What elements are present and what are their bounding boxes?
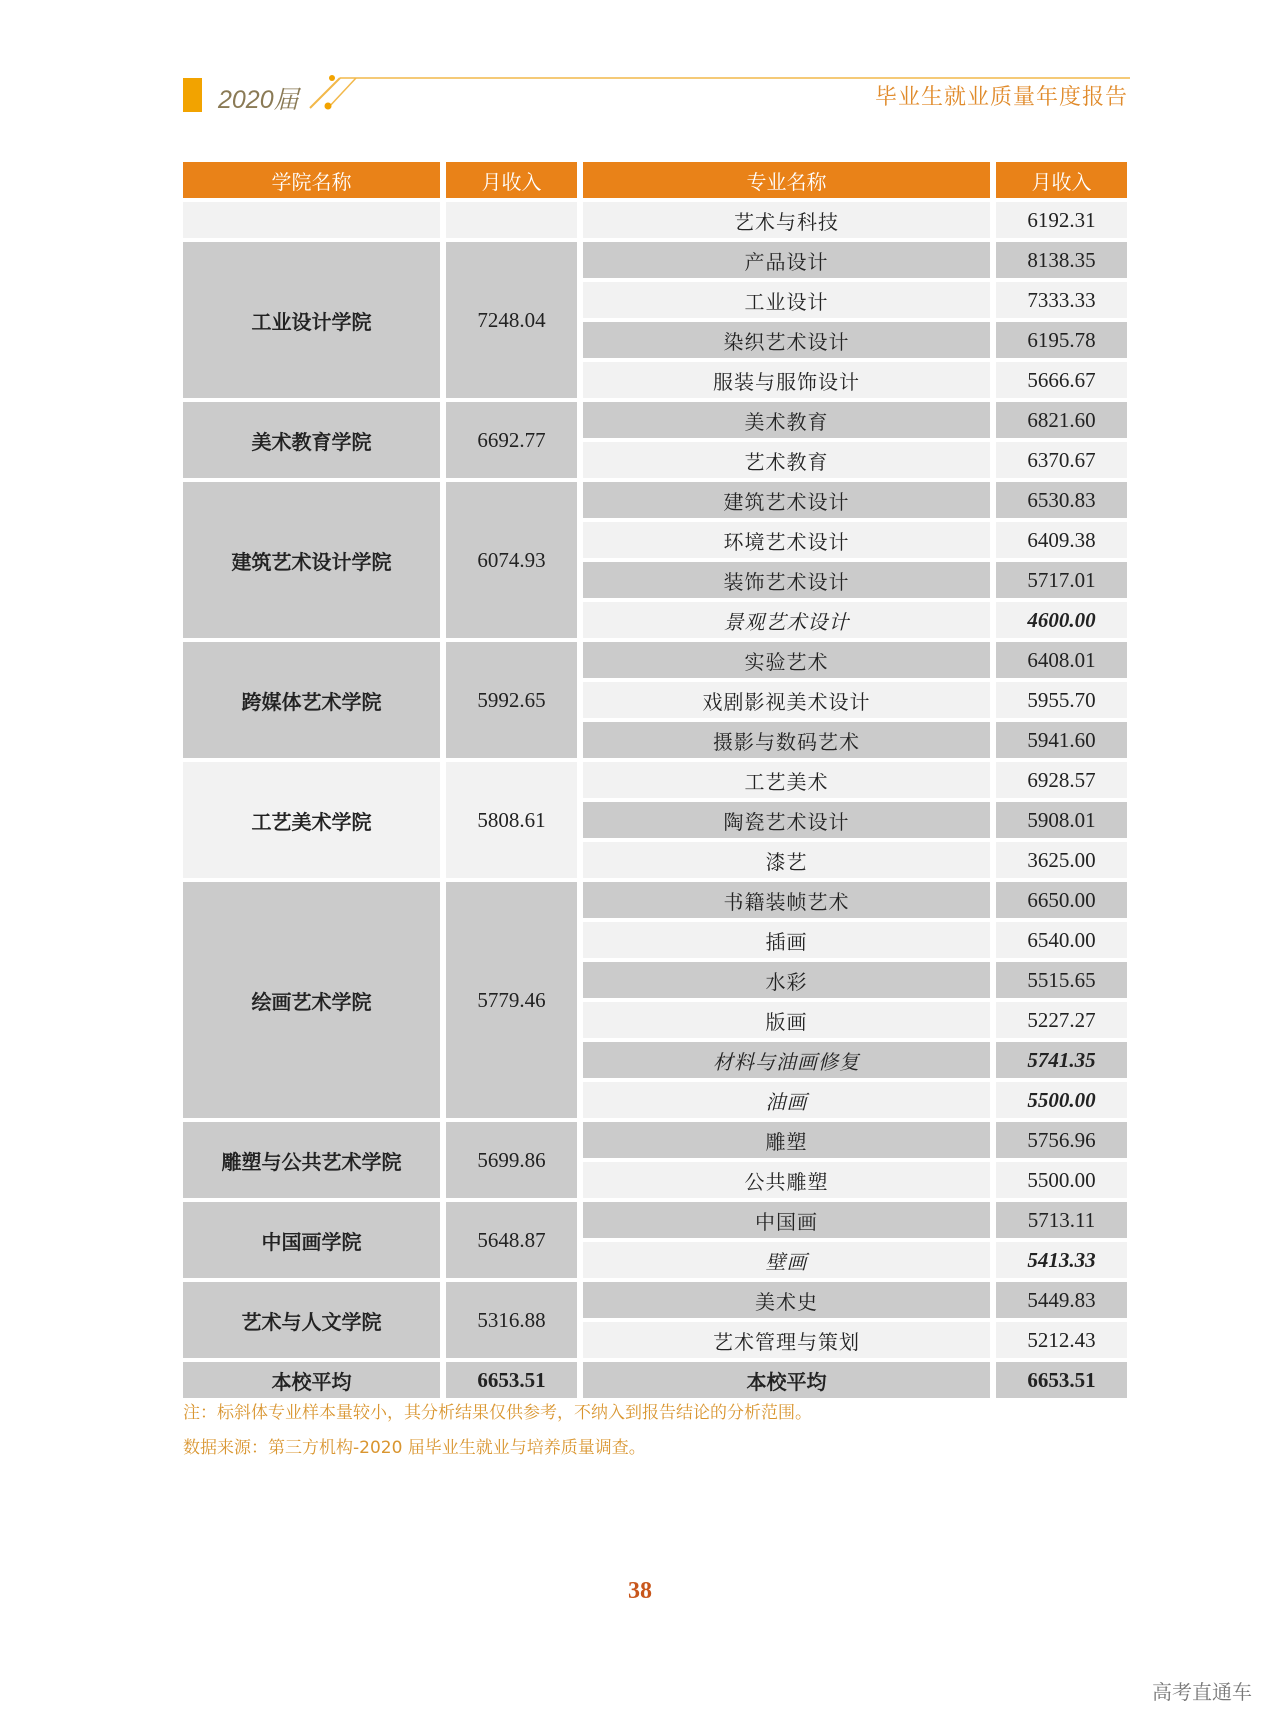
page-number: 38 (628, 1578, 652, 1604)
major-name: 书籍装帧艺术 (583, 882, 990, 918)
college-name: 建筑艺术设计学院 (183, 482, 440, 638)
table-header-2: 月收入 (446, 162, 577, 198)
college-income (446, 202, 577, 238)
college-income: 7248.04 (446, 242, 577, 398)
major-income: 3625.00 (996, 842, 1127, 878)
college-income: 6074.93 (446, 482, 577, 638)
major-name: 戏剧影视美术设计 (583, 682, 990, 718)
college-income: 5648.87 (446, 1202, 577, 1278)
major-name: 美术史 (583, 1282, 990, 1318)
major-income: 5413.33 (996, 1242, 1127, 1278)
major-income: 5908.01 (996, 802, 1127, 838)
college-name: 中国画学院 (183, 1202, 440, 1278)
major-income: 5955.70 (996, 682, 1127, 718)
major-name: 艺术与科技 (583, 202, 990, 238)
major-name: 漆艺 (583, 842, 990, 878)
major-name: 美术教育 (583, 402, 990, 438)
college-name (183, 202, 440, 238)
major-income: 6192.31 (996, 202, 1127, 238)
major-income: 4600.00 (996, 602, 1127, 638)
table-header-3: 专业名称 (583, 162, 990, 198)
major-name: 建筑艺术设计 (583, 482, 990, 518)
major-income: 5941.60 (996, 722, 1127, 758)
major-name: 服装与服饰设计 (583, 362, 990, 398)
major-income: 5515.65 (996, 962, 1127, 998)
major-name: 插画 (583, 922, 990, 958)
watermark: 高考直通车 (1152, 1680, 1252, 1704)
major-income: 5666.67 (996, 362, 1127, 398)
major-income: 5227.27 (996, 1002, 1127, 1038)
average-label-major: 本校平均 (583, 1362, 990, 1398)
major-income: 6370.67 (996, 442, 1127, 478)
major-income: 5713.11 (996, 1202, 1127, 1238)
major-income: 6195.78 (996, 322, 1127, 358)
average-major-income: 6653.51 (996, 1362, 1127, 1398)
college-name: 艺术与人文学院 (183, 1282, 440, 1358)
major-name: 艺术管理与策划 (583, 1322, 990, 1358)
major-income: 6650.00 (996, 882, 1127, 918)
header-accent-bar (183, 78, 202, 112)
major-name: 产品设计 (583, 242, 990, 278)
major-income: 6540.00 (996, 922, 1127, 958)
major-name: 陶瓷艺术设计 (583, 802, 990, 838)
major-name: 染织艺术设计 (583, 322, 990, 358)
major-name: 水彩 (583, 962, 990, 998)
college-income: 5316.88 (446, 1282, 577, 1358)
income-table (183, 162, 1127, 1398)
major-name: 实验艺术 (583, 642, 990, 678)
college-name: 绘画艺术学院 (183, 882, 440, 1118)
major-income: 8138.35 (996, 242, 1127, 278)
major-income: 5500.00 (996, 1162, 1127, 1198)
average-label: 本校平均 (183, 1362, 440, 1398)
major-name: 工业设计 (583, 282, 990, 318)
major-name: 油画 (583, 1082, 990, 1118)
college-name: 工业设计学院 (183, 242, 440, 398)
major-name: 公共雕塑 (583, 1162, 990, 1198)
college-name: 美术教育学院 (183, 402, 440, 478)
table-note: 注：标斜体专业样本量较小，其分析结果仅供参考，不纳入到报告结论的分析范围。 (183, 1403, 812, 1423)
college-income: 5699.86 (446, 1122, 577, 1198)
major-income: 7333.33 (996, 282, 1127, 318)
major-name: 摄影与数码艺术 (583, 722, 990, 758)
major-income: 5449.83 (996, 1282, 1127, 1318)
major-income: 5212.43 (996, 1322, 1127, 1358)
table-header-1: 学院名称 (183, 162, 440, 198)
major-name: 版画 (583, 1002, 990, 1038)
major-income: 5756.96 (996, 1122, 1127, 1158)
major-income: 6530.83 (996, 482, 1127, 518)
table-header-4: 月收入 (996, 162, 1127, 198)
header-report-title: 毕业生就业质量年度报告 (874, 85, 1128, 110)
major-name: 雕塑 (583, 1122, 990, 1158)
major-income: 5717.01 (996, 562, 1127, 598)
major-income: 5741.35 (996, 1042, 1127, 1078)
major-income: 6821.60 (996, 402, 1127, 438)
major-income: 6408.01 (996, 642, 1127, 678)
major-name: 材料与油画修复 (583, 1042, 990, 1078)
major-name: 中国画 (583, 1202, 990, 1238)
major-name: 景观艺术设计 (583, 602, 990, 638)
college-income: 5808.61 (446, 762, 577, 878)
major-name: 环境艺术设计 (583, 522, 990, 558)
college-income: 5992.65 (446, 642, 577, 758)
major-name: 装饰艺术设计 (583, 562, 990, 598)
major-income: 5500.00 (996, 1082, 1127, 1118)
header-year-label: 2020届 (218, 86, 299, 114)
college-name: 工艺美术学院 (183, 762, 440, 878)
major-income: 6409.38 (996, 522, 1127, 558)
college-income: 5779.46 (446, 882, 577, 1118)
college-name: 跨媒体艺术学院 (183, 642, 440, 758)
average-college-income: 6653.51 (446, 1362, 577, 1398)
major-name: 壁画 (583, 1242, 990, 1278)
data-source-note: 数据来源：第三方机构-2020 届毕业生就业与培养质量调查。 (183, 1438, 646, 1458)
college-income: 6692.77 (446, 402, 577, 478)
major-name: 工艺美术 (583, 762, 990, 798)
major-name: 艺术教育 (583, 442, 990, 478)
major-income: 6928.57 (996, 762, 1127, 798)
college-name: 雕塑与公共艺术学院 (183, 1122, 440, 1198)
